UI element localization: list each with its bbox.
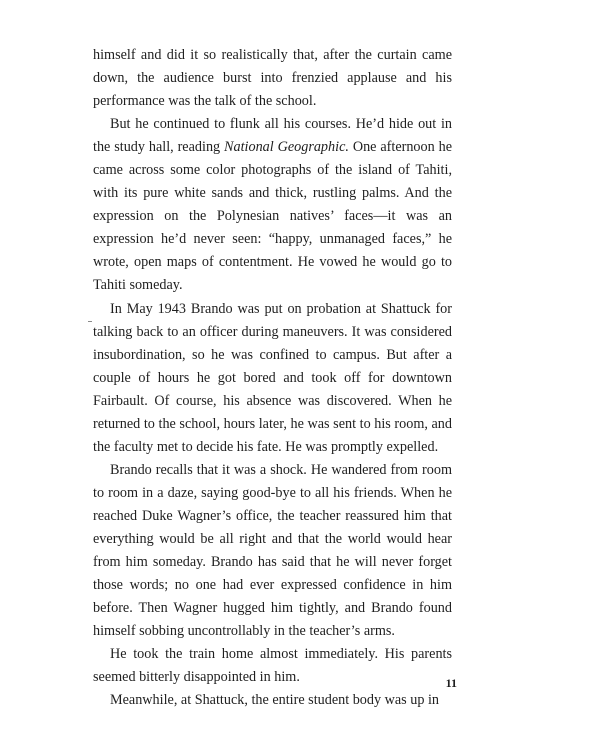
paragraph-3 bbox=[93, 298, 452, 459]
paragraph-2-text-a: But he continued to flunk all his courses. He’d hide out in the study hall, reading bbox=[93, 116, 452, 156]
paragraph-5-text: He took the train home almost immediately. His parents seemed bitterly disappointed in him. bbox=[93, 646, 452, 686]
paragraph-2-text-b: One afternoon he came across some color photographs of the island of Tahiti, with its pure white sands and thick, rustling palms. And the expression on the Polynesian natives’ faces—it was an expression he’d never seen: “happy, unmanaged faces,” he wrote, open maps of contentment. He vowed he would go to Tahiti someday. bbox=[93, 139, 452, 294]
body-text bbox=[93, 44, 452, 712]
paragraph-3-text: In May 1943 Brando was put on probation at Shattuck for talking back to an officer during maneuvers. It was considered insubordination, so he was confined to campus. But after a couple of hours he got bored and took off for downtown Fairbault. Of course, his absence was discovered. When he returned to the school, hours later, he was sent to his room, and the faculty met to decide his fate. He was promptly expelled. bbox=[93, 300, 452, 455]
paragraph-1-text: himself and did it so realistically that, after the curtain came down, the audience burst into frenzied applause and his performance was the talk of the school. bbox=[93, 47, 452, 110]
page-number: 11 bbox=[445, 676, 457, 690]
paragraph-4 bbox=[93, 459, 452, 643]
paragraph-1 bbox=[93, 44, 452, 113]
margin-mark bbox=[88, 321, 92, 322]
paragraph-6-text: Meanwhile, at Shattuck, the entire student body was up in bbox=[110, 692, 440, 709]
paragraph-4-text: Brando recalls that it was a shock. He wandered from room to room in a daze, saying good-bye to all his friends. When he reached Duke Wagner’s office, the teacher reassured him that everything would be all right and that the world would hear from him someday. Brando has said that he will never forget those words; no one had ever expressed confidence in him before. Then Wagner hugged him tightly, and Brando found himself sobbing uncontrollably in the teacher’s arms. bbox=[93, 461, 452, 640]
magazine-title: National Geographic. bbox=[224, 139, 349, 156]
paragraph-2 bbox=[93, 113, 452, 297]
paragraph-6 bbox=[93, 689, 452, 712]
paragraph-5 bbox=[93, 643, 452, 689]
